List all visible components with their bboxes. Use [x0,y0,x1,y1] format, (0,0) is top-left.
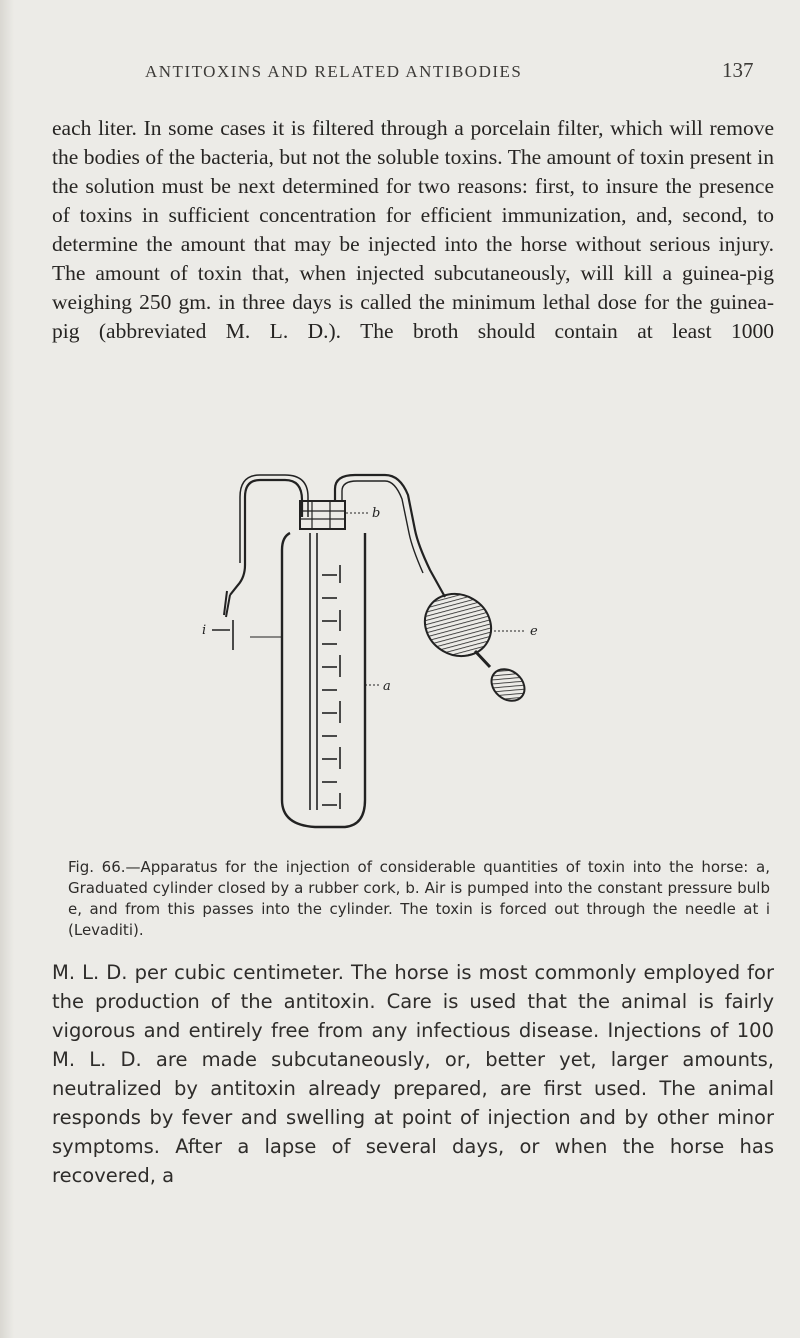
figure-caption: Fig. 66.—Apparatus for the injection of considerable quantities of toxin into the horse: a, Graduated cylinder closed by a rubber cork, b. Air is pumped into the constant pressure bulb e, and from this passes into the cylinder. The toxin is forced out through the needle at i (Levaditi). [68,858,770,939]
needle-tip [224,591,230,617]
body-paragraph-top: each liter. In some cases it is filtered through a porcelain filter, which will remove the bodies of the bacteria, but not the soluble toxins. The amount of toxin present in the solution must be next determined for two reasons: first, to insure the presence of toxins in sufficient concentration for efficient immunization, and, second, to determine the amount that may be injected into the horse without serious injury. The amount of toxin that, when injected subcutaneously, will kill a guinea-pig weighing 250 gm. in three days is called the minimum lethal dose for the guinea-pig (abbreviated M. L. D.). The broth should contain at least 1000 [52,116,774,343]
air-tube-inner [342,481,423,573]
apparatus-diagram [190,405,610,835]
graduated-cylinder [282,533,365,827]
label-a: a [383,679,391,694]
label-i: i [202,623,207,638]
page-number: 137 [722,58,754,82]
rubber-cork [300,501,345,529]
label-b: b [372,506,381,521]
needle-tube [230,480,302,595]
needle-tube-inner [240,475,308,563]
graduation-ticks [322,565,340,809]
label-e: e [530,624,538,639]
pressure-bulb [414,582,503,668]
air-tube [335,475,445,597]
pump-bulb [485,663,531,708]
bulb-neck [475,651,490,667]
page-gutter-shadow [0,0,14,1338]
running-header [0,58,800,88]
body-paragraph-bottom: M. L. D. per cubic centimeter. The horse is most commonly employed for the production of the antitoxin. Care is used that the animal is fairly vigorous and entirely free from any infectious disease. Injections of 100 M. L. D. are made subcutaneously, or, better yet, larger amounts, neutralized by antitoxin already prepared, are first used. The animal responds by fever and swelling at point of injection and by other minor symptoms. After a lapse of several days, or when the horse has recovered, a [52,961,774,1187]
running-title: ANTITOXINS AND RELATED ANTIBODIES [145,62,523,81]
figure-apparatus [190,405,610,835]
